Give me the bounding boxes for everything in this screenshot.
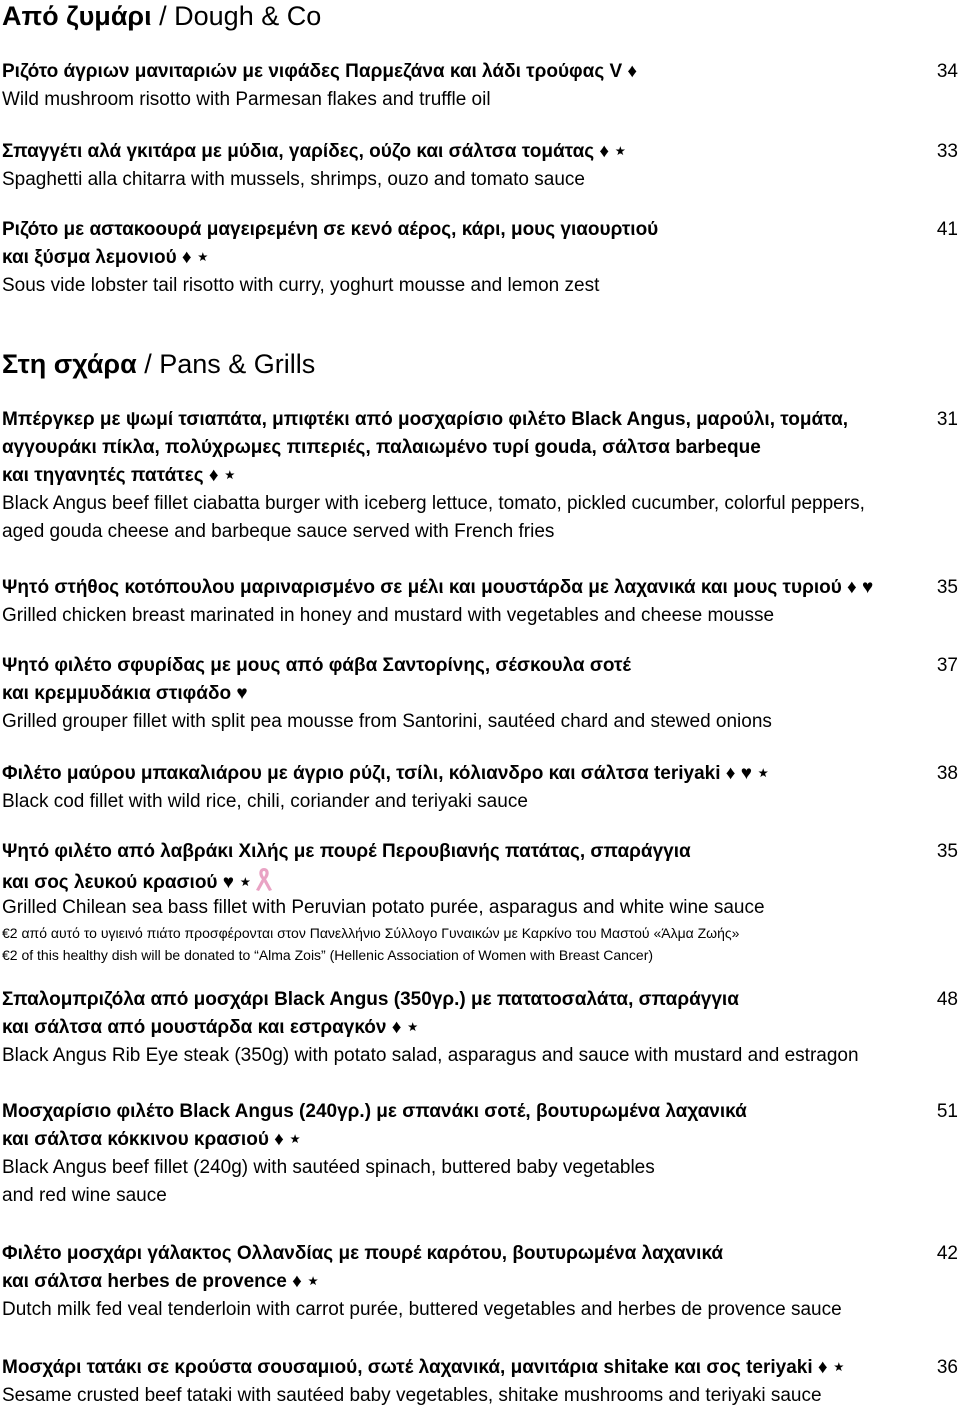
menu-item bbox=[2, 1240, 960, 1324]
menu-item bbox=[2, 1098, 960, 1210]
dish-name-greek: Σπαγγέτι αλά γκιτάρα με μύδια, γαρίδες, ούζο και σάλτσα τομάτας ♦ ⋆ bbox=[2, 141, 627, 162]
dish-description-english: Black Angus beef fillet ciabatta burger with iceberg lettuce, tomato, pickled cucumber, colorful peppers, bbox=[2, 493, 865, 514]
dish-description-english: and red wine sauce bbox=[2, 1185, 167, 1206]
dish-name-greek: και τηγανητές πατάτες ♦ ⋆ bbox=[2, 465, 236, 486]
dish-name-greek: Ψητό φιλέτο από λαβράκι Χιλής με πουρέ Περουβιανής πατάτας, σπαράγγια bbox=[2, 841, 691, 862]
dish-name-greek: Μοσχάρι τατάκι σε κρούστα σουσαμιού, σωτέ λαχανικά, μανιτάρια shitake και σος teriyaki ♦ ⋆ bbox=[2, 1357, 845, 1378]
dish-name-greek: Ψητό στήθος κοτόπουλου μαριναρισμένο σε μέλι και μουστάρδα με λαχανικά και μους τυριού ♦ ♥ bbox=[2, 577, 874, 598]
dish-description-english: Black cod fillet with wild rice, chili, coriander and teriyaki sauce bbox=[2, 791, 528, 812]
dish-description-english: Grilled grouper fillet with split pea mousse from Santorini, sautéed chard and stewed onions bbox=[2, 711, 772, 732]
dish-price: 51 bbox=[936, 1101, 958, 1122]
dish-description-english: Grilled chicken breast marinated in honey and mustard with vegetables and cheese mousse bbox=[2, 605, 775, 626]
dish-name-greek: Σπαλομπριζόλα από μοσχάρι Black Angus (350γρ.) με πατατοσαλάτα, σπαράγγια bbox=[2, 989, 739, 1010]
section-title-grills bbox=[2, 348, 315, 380]
dish-name-greek: και σάλτσα herbes de provence ♦ ⋆ bbox=[2, 1271, 320, 1292]
dish-price: 38 bbox=[936, 763, 958, 784]
dish-description-english: Spaghetti alla chitarra with mussels, shrimps, ouzo and tomato sauce bbox=[2, 169, 585, 190]
dish-name-greek: Μπέργκερ με ψωμί τσιαπάτα, μπιφτέκι από μοσχαρίσιο φιλέτο Black Angus, μαρούλι, τομάτα, bbox=[2, 409, 849, 430]
menu-item bbox=[2, 986, 960, 1070]
dish-description-english: Black Angus Rib Eye steak (350g) with potato salad, asparagus and sauce with mustard and estragon bbox=[2, 1045, 859, 1066]
dish-name-greek: Φιλέτο μαύρου μπακαλιάρου με άγριο ρύζι, τσίλι, κόλιανδρο και σάλτσα teriyaki ♦ ♥ ⋆ bbox=[2, 763, 770, 784]
charity-note: €2 από αυτό το υγιεινό πιάτο προσφέρονται στον Πανελλήνιο Σύλλογο Γυναικών με Καρκίνο του Μαστού «Άλμα Ζωής» bbox=[2, 925, 740, 941]
menu-item bbox=[2, 760, 960, 816]
section-title-dough bbox=[2, 0, 321, 32]
menu-item bbox=[2, 138, 960, 194]
dish-name-greek: Ριζότο άγριων μανιταριών με νιφάδες Παρμεζάνα και λάδι τρούφας V ♦ bbox=[2, 61, 638, 82]
menu-item bbox=[2, 216, 960, 300]
dish-description-english: Sesame crusted beef tataki with sautéed baby vegetables, shitake mushrooms and teriyaki sauce bbox=[2, 1385, 822, 1406]
dish-price: 36 bbox=[936, 1357, 958, 1378]
dish-name-greek: και σάλτσα κόκκινου κρασιού ♦ ⋆ bbox=[2, 1129, 302, 1150]
menu-item bbox=[2, 1354, 960, 1410]
dish-description-english: Black Angus beef fillet (240g) with sautéed spinach, buttered baby vegetables bbox=[2, 1157, 655, 1178]
dish-description-english: Dutch milk fed veal tenderloin with carrot purée, buttered vegetables and herbes de provence sauce bbox=[2, 1299, 842, 1320]
dish-price: 42 bbox=[936, 1243, 958, 1264]
dish-description-english: aged gouda cheese and barbeque sauce served with French fries bbox=[2, 521, 555, 542]
menu-item bbox=[2, 838, 960, 966]
menu-item bbox=[2, 406, 960, 546]
section-title-greek: Από ζυμάρι bbox=[2, 1, 152, 31]
dish-price: 48 bbox=[936, 989, 958, 1010]
dish-price: 37 bbox=[936, 655, 958, 676]
dish-price: 33 bbox=[936, 141, 958, 162]
dish-name-greek: και σος λευκού κρασιού ♥ ⋆ bbox=[2, 866, 960, 894]
menu-item bbox=[2, 652, 960, 736]
section-title-english: Dough & Co bbox=[174, 1, 322, 31]
section-title-separator: / bbox=[151, 1, 175, 31]
dish-name-greek: και κρεμμυδάκια στιφάδο ♥ bbox=[2, 683, 248, 704]
dish-description-english: Wild mushroom risotto with Parmesan flakes and truffle oil bbox=[2, 89, 491, 110]
dish-name-greek: Μοσχαρίσιο φιλέτο Black Angus (240γρ.) με σπανάκι σοτέ, βουτυρωμένα λαχανικά bbox=[2, 1101, 747, 1122]
dish-name-greek: και ξύσμα λεμονιού ♦ ⋆ bbox=[2, 247, 209, 268]
dish-description-english: Sous vide lobster tail risotto with curry, yoghurt mousse and lemon zest bbox=[2, 275, 600, 296]
section-title-english: Pans & Grills bbox=[159, 349, 316, 379]
dish-name-greek: Φιλέτο μοσχάρι γάλακτος Ολλανδίας με πουρέ καρότου, βουτυρωμένα λαχανικά bbox=[2, 1243, 724, 1264]
dish-price: 34 bbox=[936, 61, 958, 82]
pink-ribbon-icon bbox=[253, 866, 275, 892]
charity-note: €2 of this healthy dish will be donated to “Alma Zois” (Hellenic Association of Women with Breast Cancer) bbox=[2, 947, 654, 963]
menu-item bbox=[2, 58, 960, 114]
menu-item bbox=[2, 574, 960, 630]
dish-price: 35 bbox=[936, 577, 958, 598]
section-title-greek: Στη σχάρα bbox=[2, 349, 137, 379]
dish-description-english: Grilled Chilean sea bass fillet with Peruvian potato purée, asparagus and white wine sauce bbox=[2, 897, 765, 918]
dish-name-greek: αγγουράκι πίκλα, πολύχρωμες πιπεριές, παλαιωμένο τυρί gouda, σάλτσα barbeque bbox=[2, 437, 761, 458]
dish-name-greek: Ψητό φιλέτο σφυρίδας με μους από φάβα Σαντορίνης, σέσκουλα σοτέ bbox=[2, 655, 632, 676]
dish-name-greek: και σάλτσα από μουστάρδα και εστραγκόν ♦ ⋆ bbox=[2, 1017, 419, 1038]
section-title-separator: / bbox=[136, 349, 160, 379]
dish-price: 31 bbox=[936, 409, 958, 430]
dish-price: 35 bbox=[936, 841, 958, 862]
dish-name-greek: Ριζότο με αστακοουρά μαγειρεμένη σε κενό αέρος, κάρι, μους γιαουρτιού bbox=[2, 219, 659, 240]
dish-price: 41 bbox=[936, 219, 958, 240]
